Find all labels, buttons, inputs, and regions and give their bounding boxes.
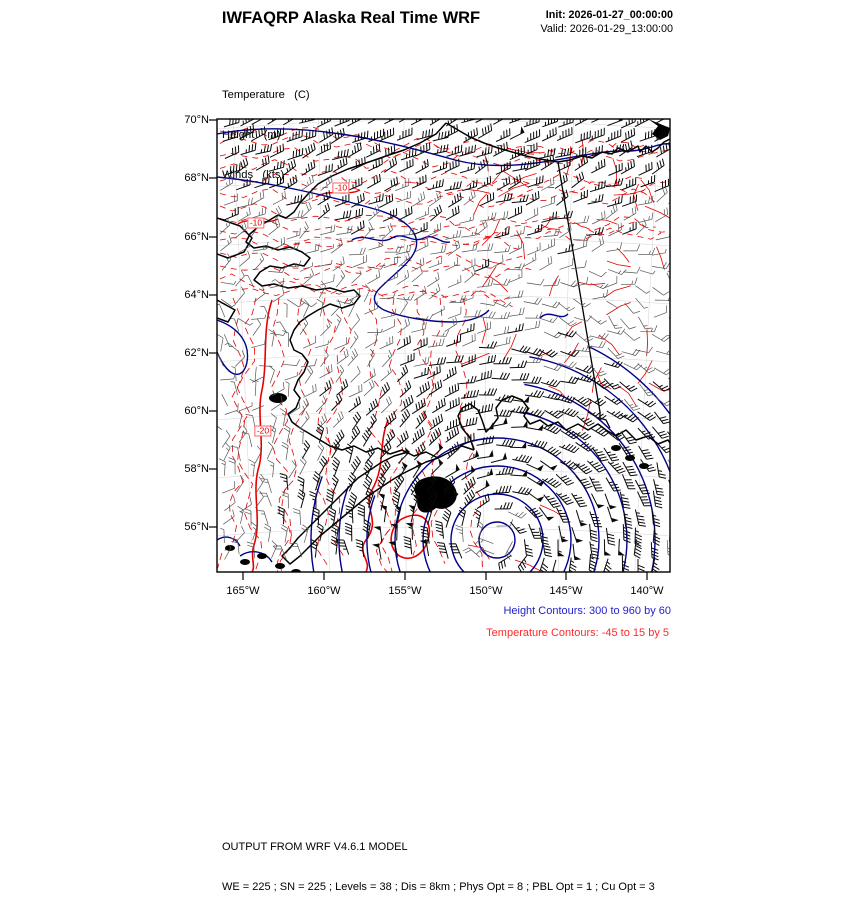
lat-tick-label: 64°N xyxy=(184,289,209,301)
model-info-line1: OUTPUT FROM WRF V4.6.1 MODEL xyxy=(222,841,408,854)
lat-tick-label: 66°N xyxy=(184,231,209,243)
lat-tick-label: 62°N xyxy=(184,347,209,359)
valid-time: Valid: 2026-01-29_13:00:00 xyxy=(540,22,673,35)
lat-tick-label: 56°N xyxy=(184,521,209,533)
lon-tick-label: 150°W xyxy=(469,585,503,597)
page-title: IWFAQRP Alaska Real Time WRF xyxy=(221,9,481,27)
lon-tick-label: 160°W xyxy=(307,585,341,597)
map-layers xyxy=(208,108,711,747)
temperature-contour-info: Temperature Contours: -45 to 15 by 5 xyxy=(486,627,669,639)
lon-tick-label: 145°W xyxy=(549,585,583,597)
temperature-contour-label: -10 xyxy=(332,183,349,194)
height-contour-info: Height Contours: 300 to 960 by 60 xyxy=(503,605,671,617)
model-info xyxy=(222,815,655,921)
lat-tick-label: 60°N xyxy=(184,405,209,417)
lon-tick-label: 165°W xyxy=(226,585,260,597)
temperature-contour-label: -20 xyxy=(254,426,271,437)
lon-tick-label: 155°W xyxy=(388,585,422,597)
init-time: Init: 2026-01-27_00:00:00 xyxy=(545,9,673,21)
lat-tick-label: 58°N xyxy=(184,463,209,475)
model-info-line2: WE = 225 ; SN = 225 ; Levels = 38 ; Dis = 8km ; Phys Opt = 8 ; PBL Opt = 1 ; Cu Opt = 3 xyxy=(222,881,655,894)
height-contour-layer xyxy=(217,129,711,747)
lat-tick-label: 68°N xyxy=(184,172,209,184)
temperature-contour-label: -10 xyxy=(247,218,264,229)
legend-winds: Winds (kts) xyxy=(222,169,285,182)
legend-temperature: Temperature (C) xyxy=(222,88,310,101)
lon-tick-label: 140°W xyxy=(630,585,664,597)
legend-height: Height (m) xyxy=(222,129,281,142)
lat-tick-label: 70°N xyxy=(184,114,209,126)
